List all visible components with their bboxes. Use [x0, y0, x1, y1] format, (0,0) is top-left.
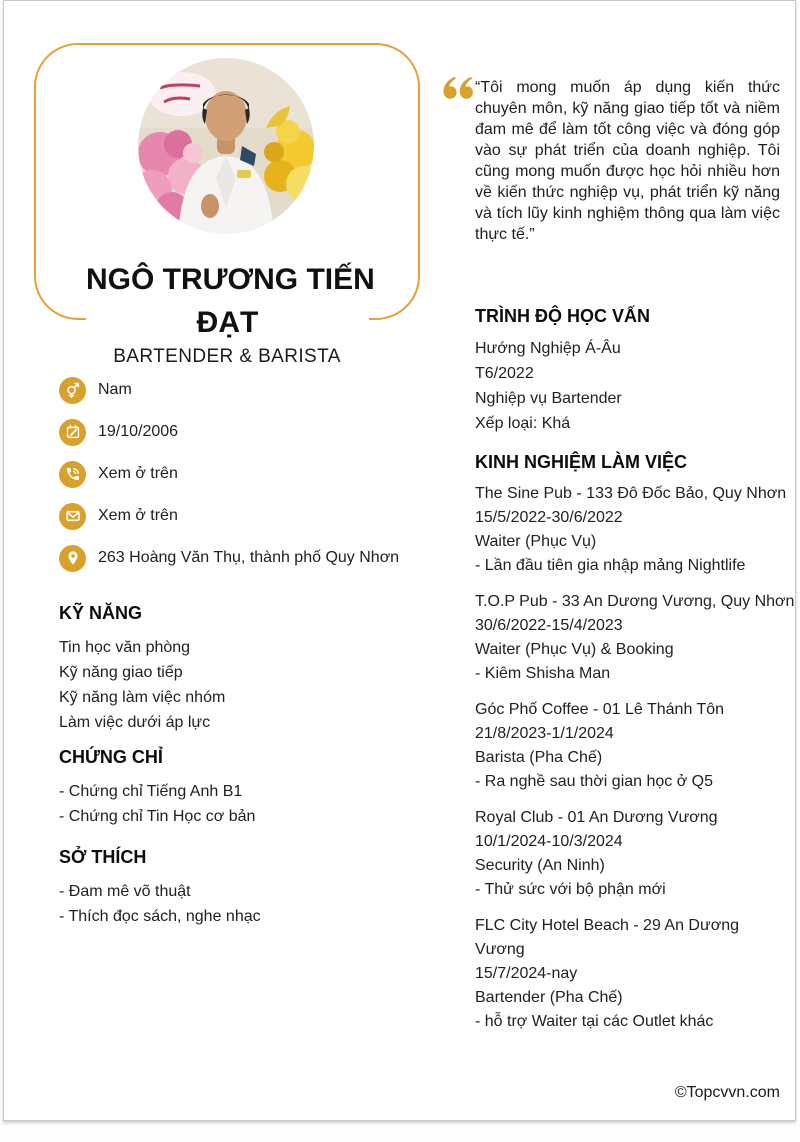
contact-birthday-value: 19/10/2006 — [98, 423, 179, 440]
skill-item: Làm việc dưới áp lực — [59, 714, 211, 731]
job-note: - Kiêm Shisha Man — [475, 665, 611, 682]
contact-row-phone — [59, 453, 409, 495]
certificates-list — [59, 779, 419, 829]
cv-page — [3, 0, 796, 1121]
left-column — [59, 601, 419, 937]
job-role: Bartender (Pha Chế) — [475, 989, 623, 1006]
education-line: Nghiệp vụ Bartender — [475, 390, 622, 407]
contact-list — [59, 369, 409, 579]
education-list — [475, 336, 780, 436]
job-company: FLC City Hotel Beach - 29 An Dương — [475, 917, 739, 934]
job-dates: 10/1/2024-10/3/2024 — [475, 833, 623, 850]
job-role: Waiter (Phục Vụ) — [475, 533, 597, 550]
quote-icon — [441, 76, 473, 100]
calendar-icon — [59, 419, 86, 446]
right-column — [475, 304, 795, 1046]
skill-item: Tin học văn phòng — [59, 639, 191, 656]
education-line: T6/2022 — [475, 365, 534, 382]
hobbies-list — [59, 879, 419, 929]
skills-heading: KỸ NĂNG — [59, 603, 143, 623]
job-company: The Sine Pub - 133 Đô Đốc Bảo, Quy Nhơn — [475, 485, 787, 502]
job-company: Royal Club - 01 An Dương Vương — [475, 809, 718, 826]
contact-row-email — [59, 495, 409, 537]
contact-row-gender — [59, 369, 409, 411]
skill-item: Kỹ năng làm việc nhóm — [59, 689, 226, 706]
job-role: Security (An Ninh) — [475, 857, 605, 874]
candidate-name: NGÔ TRƯƠNG TIẾN ĐẠT — [86, 258, 369, 346]
profile-photo — [138, 58, 314, 234]
contact-row-birthday — [59, 411, 409, 453]
certificate-item: - Chứng chỉ Tiếng Anh B1 — [59, 783, 243, 800]
education-line: Hướng Nghiệp Á-Âu — [475, 340, 621, 357]
experience-job — [475, 698, 780, 794]
contact-gender-value: Nam — [98, 381, 132, 398]
candidate-title: BARTENDER & BARISTA — [113, 346, 341, 367]
certificate-item: - Chứng chỉ Tin Học cơ bản — [59, 808, 256, 825]
job-note: - Lần đầu tiên gia nhập mảng Nightlife — [475, 557, 746, 574]
job-dates: 30/6/2022-15/4/2023 — [475, 617, 623, 634]
job-company: Góc Phố Coffee - 01 Lê Thánh Tôn — [475, 701, 725, 718]
email-icon — [59, 503, 86, 530]
profile-photo-illustration — [138, 58, 314, 234]
experience-job — [475, 590, 795, 686]
location-icon — [59, 545, 86, 572]
contact-address-value: 263 Hoàng Văn Thụ, thành phố Quy Nhơn — [98, 549, 400, 566]
job-note: - hỗ trợ Waiter tại các Outlet khác — [475, 1013, 714, 1030]
experience-heading: KINH NGHIỆM LÀM VIỆC — [475, 452, 688, 472]
hobby-item: - Đam mê võ thuật — [59, 883, 191, 900]
skills-list — [59, 635, 419, 735]
job-dates: 15/7/2024-nay — [475, 965, 578, 982]
contact-email-value: Xem ở trên — [98, 507, 178, 524]
watermark-credit: ©Topcvvn.com — [674, 1084, 780, 1101]
objective-quote: “Tôi mong muốn áp dụng kiến thức chuyên môn, kỹ năng giao tiếp tốt và niềm đam mê để làm tốt công việc và đóng góp vào sự phát triển của doanh nghiệp. Tôi cũng mong muốn được học hỏi nhiều hơn về kiến thức nghiệp vụ, phát triển kỹ năng và tích lũy kinh nghiệm thông qua làm việc thực tế.” — [475, 79, 780, 243]
gender-icon — [59, 377, 86, 404]
job-company: Vương — [475, 941, 525, 958]
education-line: Xếp loại: Khá — [475, 415, 571, 432]
job-role: Waiter (Phục Vụ) & Booking — [475, 641, 674, 658]
education-heading: TRÌNH ĐỘ HỌC VẤN — [475, 306, 650, 326]
job-note: - Ra nghề sau thời gian học ở Q5 — [475, 773, 714, 790]
certificates-heading: CHỨNG CHỈ — [59, 747, 163, 767]
phone-icon — [59, 461, 86, 488]
job-dates: 15/5/2022-30/6/2022 — [475, 509, 623, 526]
skill-item: Kỹ năng giao tiếp — [59, 664, 183, 681]
job-company: T.O.P Pub - 33 An Dương Vương, Quy Nhơn — [475, 593, 795, 610]
contact-phone-value: Xem ở trên — [98, 465, 178, 482]
experience-job — [475, 806, 780, 902]
hobby-item: - Thích đọc sách, nghe nhạc — [59, 908, 261, 925]
experience-job — [475, 482, 787, 578]
hobbies-heading: SỞ THÍCH — [59, 847, 147, 867]
contact-row-address — [59, 537, 409, 579]
job-role: Barista (Pha Chế) — [475, 749, 603, 766]
job-note: - Thử sức với bộ phận mới — [475, 881, 666, 898]
experience-job — [475, 914, 780, 1034]
job-dates: 21/8/2023-1/1/2024 — [475, 725, 614, 742]
